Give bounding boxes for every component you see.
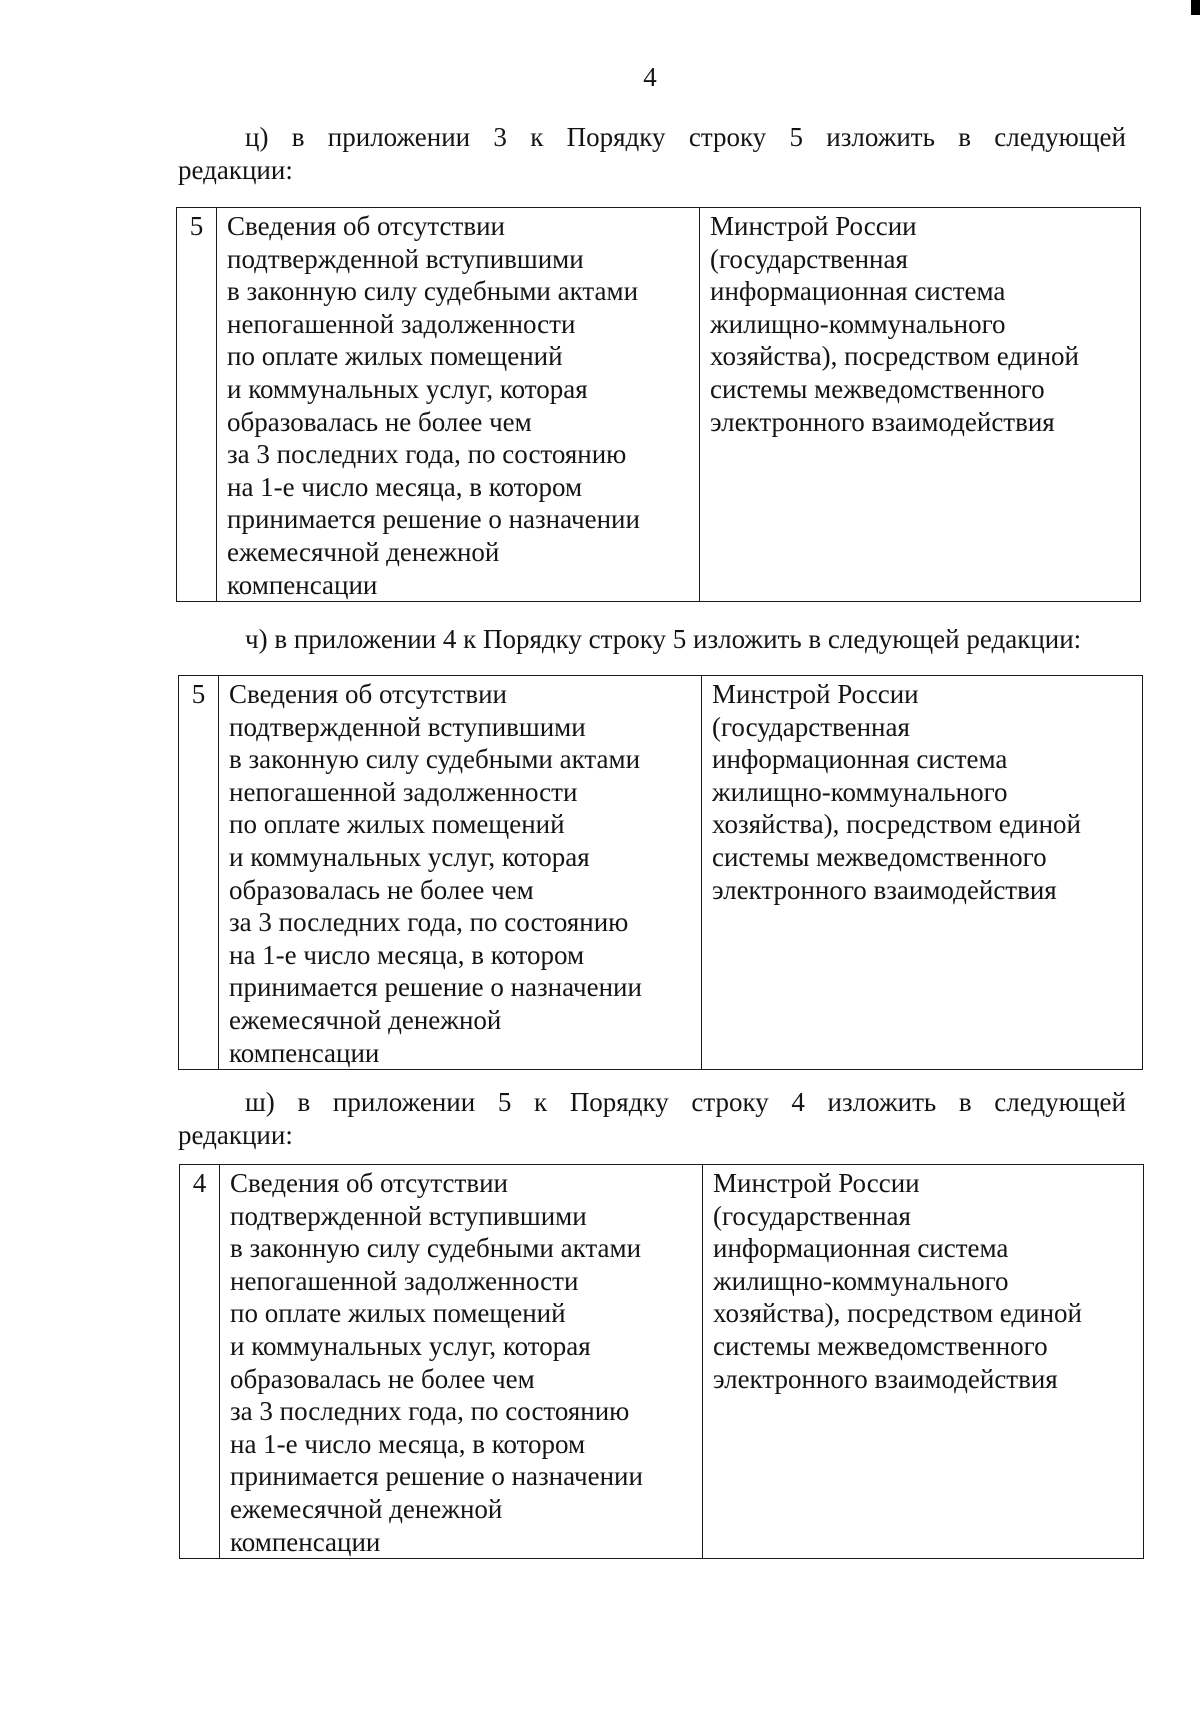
info-line: принимается решение о назначении <box>227 504 640 535</box>
info-line: за 3 последних года, по состоянию <box>229 907 629 938</box>
info-line: на 1-е число месяца, в котором <box>230 1428 586 1459</box>
source-line: хозяйства), посредством единой <box>710 341 1080 372</box>
source-line: (государственная <box>712 711 910 742</box>
source-line: системы межведомственного <box>710 373 1045 404</box>
info-line: непогашенной задолженности <box>227 308 576 339</box>
source-line: электронного взаимодействия <box>713 1363 1058 1394</box>
info-line: по оплате жилых помещений <box>229 809 565 840</box>
info-line: Сведения об отсутствии <box>229 679 507 709</box>
info-line: образовалась не более чем <box>229 874 534 905</box>
info-line: образовалась не более чем <box>230 1363 535 1394</box>
paragraph-line: редакции: <box>178 155 293 185</box>
row-number: 4 <box>180 1165 220 1559</box>
table-row <box>179 676 1143 1070</box>
row-number: 5 <box>179 676 219 1070</box>
source-line: Минстрой России <box>710 211 917 241</box>
info-line: в законную силу судебными актами <box>227 276 639 307</box>
source-line: жилищно-коммунального <box>713 1265 1009 1296</box>
table-row <box>177 208 1141 602</box>
info-line: и коммунальных услуг, которая <box>227 373 588 404</box>
info-cell <box>219 676 702 1070</box>
amendment-paragraph-sh <box>178 1086 1126 1152</box>
source-line: Минстрой России <box>713 1168 920 1198</box>
source-line: хозяйства), посредством единой <box>712 809 1082 840</box>
source-cell <box>703 1165 1144 1559</box>
page-number: 4 <box>643 62 657 92</box>
source-line: системы межведомственного <box>713 1330 1048 1361</box>
source-line: электронного взаимодействия <box>710 406 1055 437</box>
info-line: и коммунальных услуг, которая <box>230 1330 591 1361</box>
paragraph-line: ч) в приложении 4 к Порядку строку 5 изложить в следующей редакции: <box>245 624 1082 654</box>
info-line: на 1-е число месяца, в котором <box>229 939 585 970</box>
amendment-table-1 <box>176 207 1141 602</box>
source-cell <box>700 208 1141 602</box>
info-line: компенсации <box>230 1526 381 1557</box>
info-line: образовалась не более чем <box>227 406 532 437</box>
source-line: жилищно-коммунального <box>710 308 1006 339</box>
row-number: 5 <box>177 208 217 602</box>
amendment-paragraph-ts <box>178 121 1126 187</box>
info-line: в законную силу судебными актами <box>229 744 641 775</box>
info-line: и коммунальных услуг, которая <box>229 841 590 872</box>
info-line: за 3 последних года, по состоянию <box>227 439 627 470</box>
info-line: ежемесячной денежной <box>230 1493 503 1524</box>
info-line: по оплате жилых помещений <box>230 1298 566 1329</box>
paragraph-line: ш) в приложении 5 к Порядку строку 4 изложить в следующей <box>245 1087 1126 1117</box>
info-line: по оплате жилых помещений <box>227 341 563 372</box>
info-line: принимается решение о назначении <box>229 972 642 1003</box>
table-row <box>180 1165 1144 1559</box>
amendment-paragraph-ch <box>178 623 1126 656</box>
source-line: системы межведомственного <box>712 841 1047 872</box>
info-line: на 1-е число месяца, в котором <box>227 471 583 502</box>
info-cell <box>220 1165 703 1559</box>
amendment-table-2 <box>178 675 1143 1070</box>
paragraph-line: ц) в приложении 3 к Порядку строку 5 изложить в следующей <box>245 122 1126 152</box>
info-line: непогашенной задолженности <box>230 1265 579 1296</box>
info-line: принимается решение о назначении <box>230 1461 643 1492</box>
amendment-table-3 <box>179 1164 1144 1559</box>
info-line: ежемесячной денежной <box>229 1004 502 1035</box>
info-line: компенсации <box>227 569 378 600</box>
paragraph-line: редакции: <box>178 1120 293 1150</box>
source-line: информационная система <box>713 1233 1009 1264</box>
info-line: компенсации <box>229 1037 380 1068</box>
source-line: (государственная <box>710 243 908 274</box>
info-line: подтвержденной вступившими <box>227 243 584 274</box>
source-line: (государственная <box>713 1200 911 1231</box>
info-cell <box>217 208 700 602</box>
info-line: в законную силу судебными актами <box>230 1233 642 1264</box>
info-line: подтвержденной вступившими <box>229 711 586 742</box>
info-line: за 3 последних года, по состоянию <box>230 1396 630 1427</box>
source-line: Минстрой России <box>712 679 919 709</box>
info-line: Сведения об отсутствии <box>230 1168 508 1198</box>
info-line: Сведения об отсутствии <box>227 211 505 241</box>
source-line: информационная система <box>710 276 1006 307</box>
source-line: информационная система <box>712 744 1008 775</box>
source-cell <box>702 676 1143 1070</box>
info-line: непогашенной задолженности <box>229 776 578 807</box>
info-line: подтвержденной вступившими <box>230 1200 587 1231</box>
source-line: хозяйства), посредством единой <box>713 1298 1083 1329</box>
info-line: ежемесячной денежной <box>227 536 500 567</box>
source-line: электронного взаимодействия <box>712 874 1057 905</box>
scan-corner-mark <box>1191 0 1200 15</box>
source-line: жилищно-коммунального <box>712 776 1008 807</box>
